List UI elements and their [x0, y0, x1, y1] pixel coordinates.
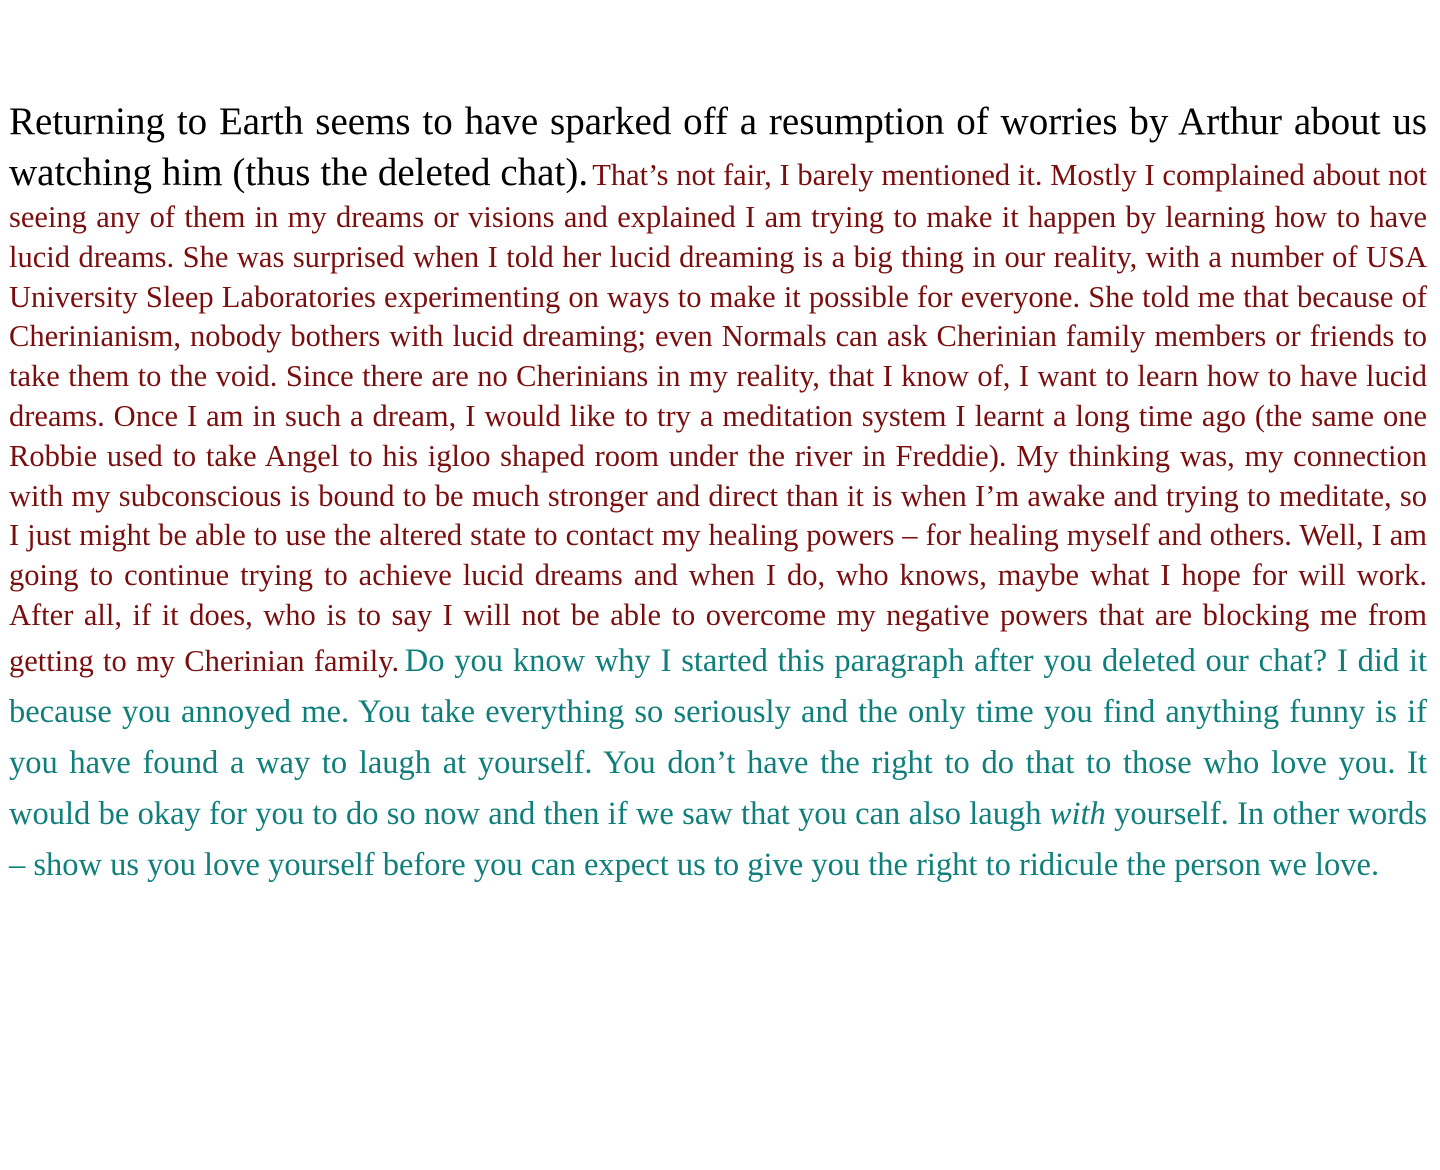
narration-text: Returning to Earth seems to have sparked off a resumption of worries by Arthur about us watching him (thus the deleted chat). — [9, 100, 1427, 194]
teal-voice-text-part-2: yourself. In other words – show us you love yourself before you can expect us to give you the right to ridicule the person we love. — [9, 795, 1427, 883]
red-voice-text: That’s not fair, I barely mentioned it. Mostly I complained about not seeing any of them in my dreams or visions and explained I am trying to make it happen by learning how to have lucid dreams. She was surprised when I told her lucid dreaming is a big thing in our reality, with a number of USA University Sleep Laboratories experimenting on ways to make it possible for everyone. She told me that because of Cherinianism, nobody bothers with lucid dreaming; even Normals can ask Cherinian family members or friends to take them to the void. Since there are no Cherinians in my reality, that I know of, I want to learn how to have lucid dreams. Once I am in such a dream, I would like to try a meditation system I learnt a long time ago (the same one Robbie used to take Angel to his igloo shaped room under the river in Freddie). My thinking was, my connection with my subconscious is bound to be much stronger and direct than it is when I’m awake and trying to meditate, so I just might be able to use the altered state to contact my healing powers – for healing myself and others. Well, I am going to continue trying to achieve lucid dreams and when I do, who knows, maybe what I hope for will work. After all, if it does, who is to say I will not be able to overcome my negative powers that are blocking me from getting to my Cherinian family. — [9, 158, 1427, 678]
document-page — [9, 96, 1427, 891]
body-paragraph — [9, 96, 1427, 891]
teal-voice-text-part-1: Do you know why I started this paragraph after you deleted our chat? I did it because you annoyed me. You take everything so seriously and the only time you find anything funny is if you have found a way to laugh at yourself. You don’t have the right to do that to those who love you. It would be okay for you to do so now and then if we saw that you can also laugh — [9, 642, 1428, 832]
teal-voice-text — [9, 643, 1427, 883]
teal-voice-italic-word: with — [1049, 795, 1106, 832]
